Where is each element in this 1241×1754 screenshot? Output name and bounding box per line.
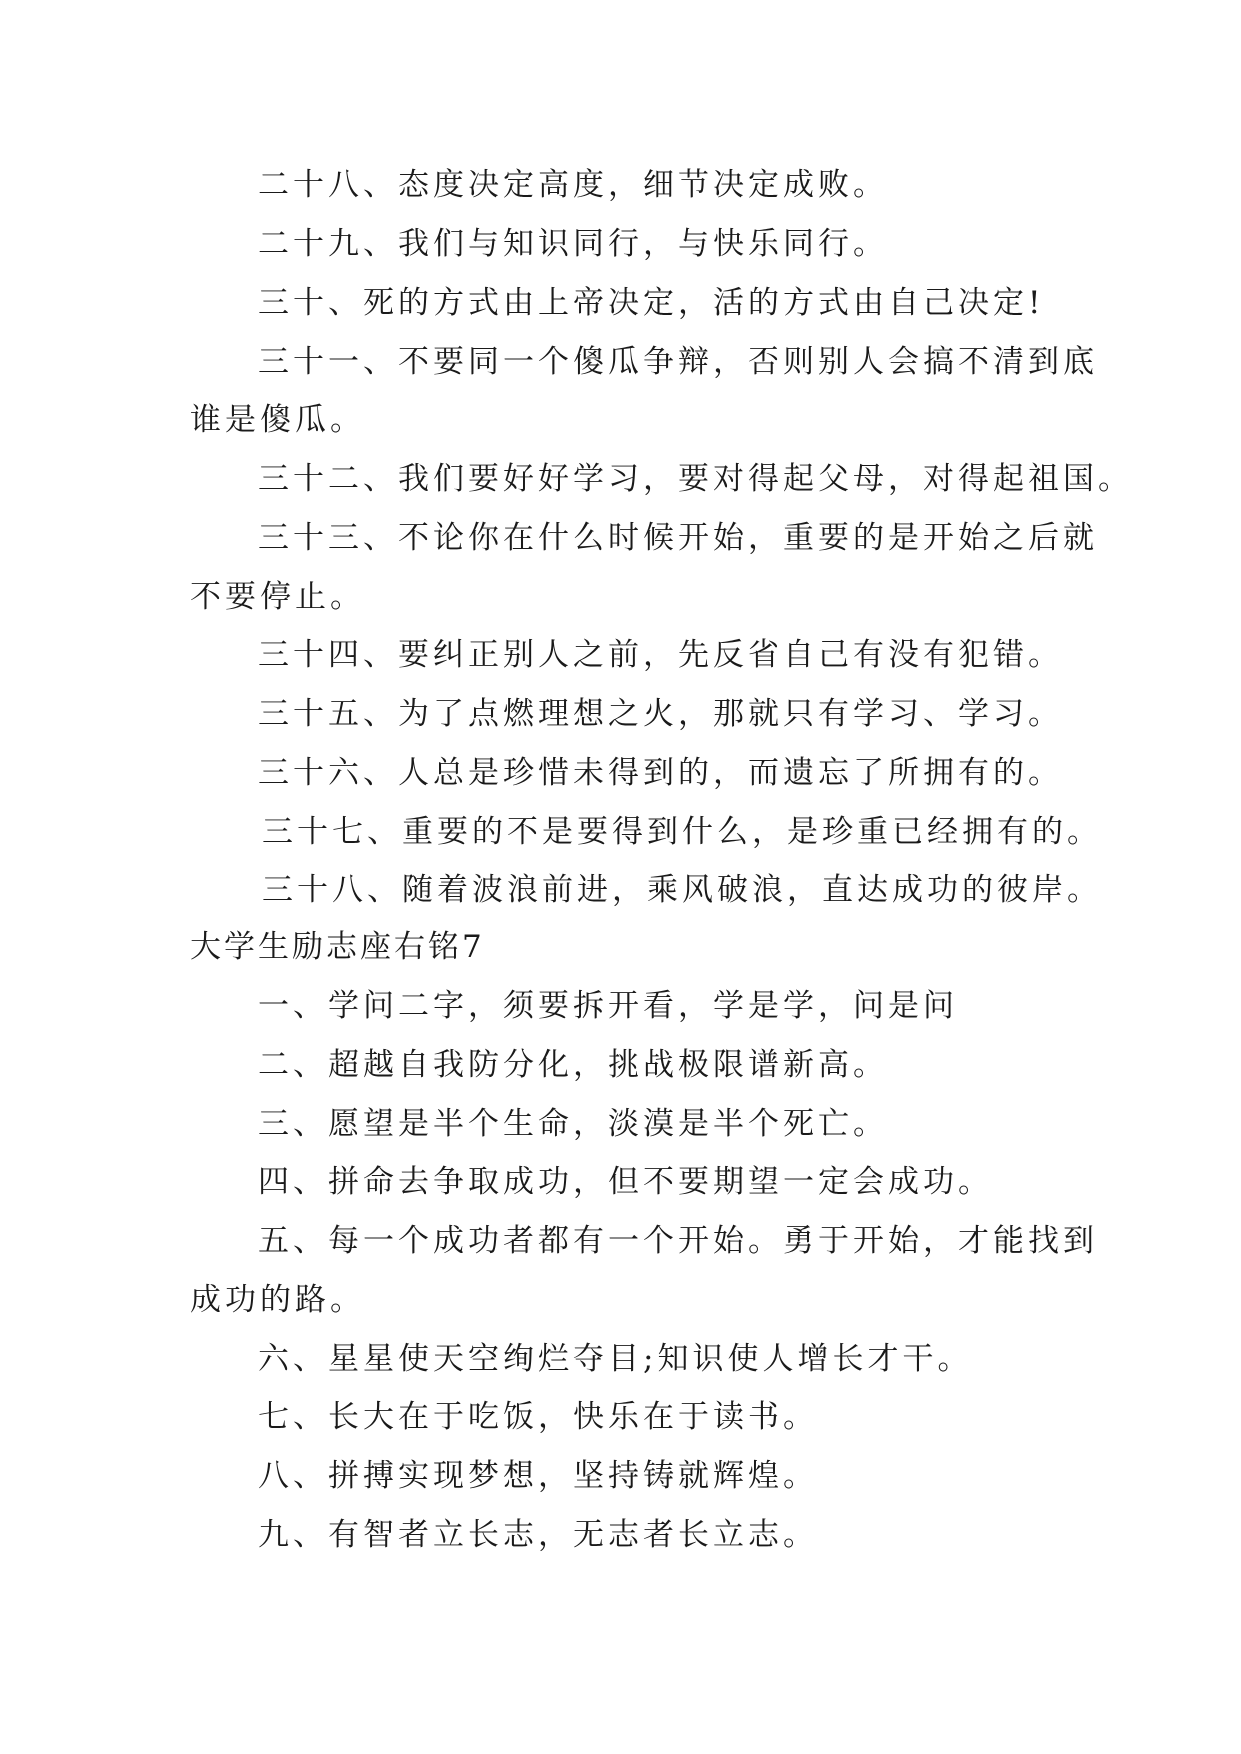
motto-2: 二、超越自我防分化，挑战极限谱新高。	[258, 1047, 888, 1083]
motto-6: 六、星星使天空绚烂夺目;知识使人增长才干。	[258, 1341, 973, 1377]
motto-28: 二十八、态度决定高度，细节决定成败。	[258, 167, 888, 203]
motto-37: 三十七、重要的不是要得到什么，是珍重已经拥有的。	[262, 814, 1102, 850]
motto-33: 三十三、不论你在什么时候开始，重要的是开始之后就	[258, 520, 1098, 556]
motto-5-continued: 成功的路。	[190, 1282, 365, 1318]
motto-3: 三、愿望是半个生命，淡漠是半个死亡。	[258, 1106, 888, 1142]
motto-5: 五、每一个成功者都有一个开始。勇于开始，才能找到	[258, 1223, 1098, 1259]
motto-4: 四、拼命去争取成功，但不要期望一定会成功。	[258, 1164, 993, 1200]
motto-38: 三十八、随着波浪前进，乘风破浪，直达成功的彼岸。	[262, 872, 1102, 908]
motto-9: 九、有智者立长志，无志者长立志。	[258, 1517, 818, 1553]
motto-1: 一、学问二字，须要拆开看，学是学，问是问	[258, 988, 958, 1024]
motto-30: 三十、死的方式由上帝决定，活的方式由自己决定!	[258, 285, 1045, 321]
motto-33-continued: 不要停止。	[190, 579, 365, 615]
section-heading: 大学生励志座右铭7	[190, 929, 485, 965]
motto-35: 三十五、为了点燃理想之火，那就只有学习、学习。	[258, 696, 1063, 732]
motto-31-continued: 谁是傻瓜。	[190, 402, 365, 438]
motto-31: 三十一、不要同一个傻瓜争辩，否则别人会搞不清到底	[258, 344, 1098, 380]
motto-29: 二十九、我们与知识同行，与快乐同行。	[258, 226, 888, 262]
motto-36: 三十六、人总是珍惜未得到的，而遗忘了所拥有的。	[258, 755, 1063, 791]
motto-34: 三十四、要纠正别人之前，先反省自己有没有犯错。	[258, 637, 1063, 673]
motto-32: 三十二、我们要好好学习，要对得起父母，对得起祖国。	[258, 461, 1133, 497]
motto-8: 八、拼搏实现梦想，坚持铸就辉煌。	[258, 1458, 818, 1494]
motto-7: 七、长大在于吃饭，快乐在于读书。	[258, 1399, 818, 1435]
